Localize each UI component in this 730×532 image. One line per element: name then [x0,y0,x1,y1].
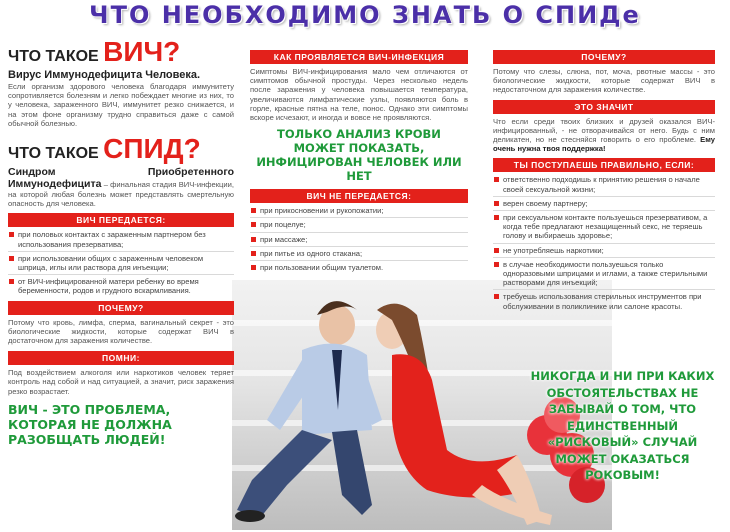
list-item: при поцелуе; [250,220,468,229]
list-item: при половых контактах с зараженным партнером без использования презерватива; [8,230,234,248]
remember-header: ПОМНИ: [8,351,234,365]
column-left [8,36,234,447]
blood-test-slogan: ТОЛЬКО АНАЛИЗ КРОВИ МОЖЕТ ПОКАЗАТЬ, ИНФИЦИРОВАН ЧЕЛОВЕК ИЛИ НЕТ [256,127,462,184]
not-transmitted-header: ВИЧ НЕ ПЕРЕДАЕТСЯ: [250,189,468,203]
why-text-left: Потому что кровь, лимфа, сперма, вагинальный секрет - это биологические жидкости, которые содержат ВИЧ в достаточном для заражения количестве. [8,317,234,346]
hiv-question: ЧТО ТАКОЕ ВИЧ? [8,36,181,67]
poster-title: ЧТО НЕОБХОДИМО ЗНАТЬ О СПИДе [89,1,641,29]
list-item: при массаже; [250,235,468,244]
list-item: при прикосновении и рукопожатии; [250,206,468,215]
slogan-left: ВИЧ - ЭТО ПРОБЛЕМА, КОТОРАЯ НЕ ДОЛЖНА РАЗОБЩАТЬ ЛЮДЕЙ! [8,401,172,447]
why-header-right: ПОЧЕМУ? [493,50,715,64]
list-item: требуешь использования стерильных инструментов при обслуживании в поликлинике или салоне красоты. [493,292,715,310]
list-item: при сексуальном контакте пользуешься презервативом, а когда тебе предлагают незащищенный секс, не теряешь голову и выбираешь здоровье; [493,213,715,241]
list-item: ответственно подходишь к принятию решения о начале своей сексуальной жизни; [493,175,715,193]
list-item: от ВИЧ-инфицированной матери ребенку во время беременности, родов и грудного вскармливания. [8,277,234,295]
hiv-transmitted-header: ВИЧ ПЕРЕДАЕТСЯ: [8,213,234,227]
column-right [493,50,715,311]
list-item: при использовании общих с зараженным человеком шприца, иглы или раствора для инъекции; [8,254,234,272]
manifest-text: Симптомы ВИЧ-инфицирования мало чем отличаются от симптомов обычной простуды. Через несколько недель после заражения у человека повышается температура, увеличиваются лимфатические узлы, появляются боль в горле, красные пятна на теле, понос. Однако эти симптомы вскоре исчезают, и иногда и вовсе не проявляются. [250,67,468,123]
remember-text: Под воздействием алкоголя или наркотиков человек теряет контроль над собой и над ситуацией, а значит, риск заражения резко возрастает. [8,368,234,396]
why-text-right: Потому что слезы, слюна, пот, моча, рвотные массы - это биологические жидкости, которые содержат ВИЧ в недостаточном для заражения количестве. [493,67,715,95]
list-item: при питье из одного стакана; [250,249,468,258]
means-header: ЭТО ЗНАЧИТ [493,100,715,114]
why-header-left: ПОЧЕМУ? [8,301,234,315]
aids-definition: Синдром Приобретенного Иммунодефицита – финальная стадия ВИЧ-инфекции, на которой любая болезнь может представлять смертельную опасность для человека. [8,166,234,209]
right-actions-header: ТЫ ПОСТУПАЕШЬ ПРАВИЛЬНО, ЕСЛИ: [493,158,715,172]
list-item: в случае необходимости пользуешься только одноразовыми шприцами и иглами, а также стерильными растворами для инъекций; [493,260,715,288]
slogan-right: НИКОГДА И НИ ПРИ КАКИХ ОБСТОЯТЕЛЬСТВАХ НЕ ЗАБЫВАЙ О ТОМ, ЧТО ЕДИНСТВЕННЫЙ «РИСКОВЫЙ» СЛУЧАЙ МОЖЕТ ОКАЗАТЬСЯ РОКОВЫМ! [530,369,715,482]
means-text: Что если среди твоих близких и друзей оказался ВИЧ-инфицированный, - не отворачивайся от него. Будь с ним деликатен, но не стесняйся говорить о его проблеме. Ему очень нужна твоя поддержка! [493,116,715,154]
list-item: верен своему партнеру; [493,199,715,208]
manifest-header: КАК ПРОЯВЛЯЕТСЯ ВИЧ-ИНФЕКЦИЯ [250,50,468,64]
column-middle [250,50,468,272]
aids-question: ЧТО ТАКОЕ СПИД? [8,133,201,165]
hiv-text: Если организм здорового человека благодаря иммунитету сопротивляется болезням и легко побеждает многие из них, то у человека, зараженного ВИЧ, иммунитет резко снижается, и на этом фоне организму трудно справиться даже с самой обычной болезнью. [8,82,234,128]
hiv-name: Вирус Иммунодефицита Человека. [8,69,201,81]
list-item: при пользовании общим туалетом. [250,263,468,272]
list-item: не употребляешь наркотики; [493,246,715,255]
